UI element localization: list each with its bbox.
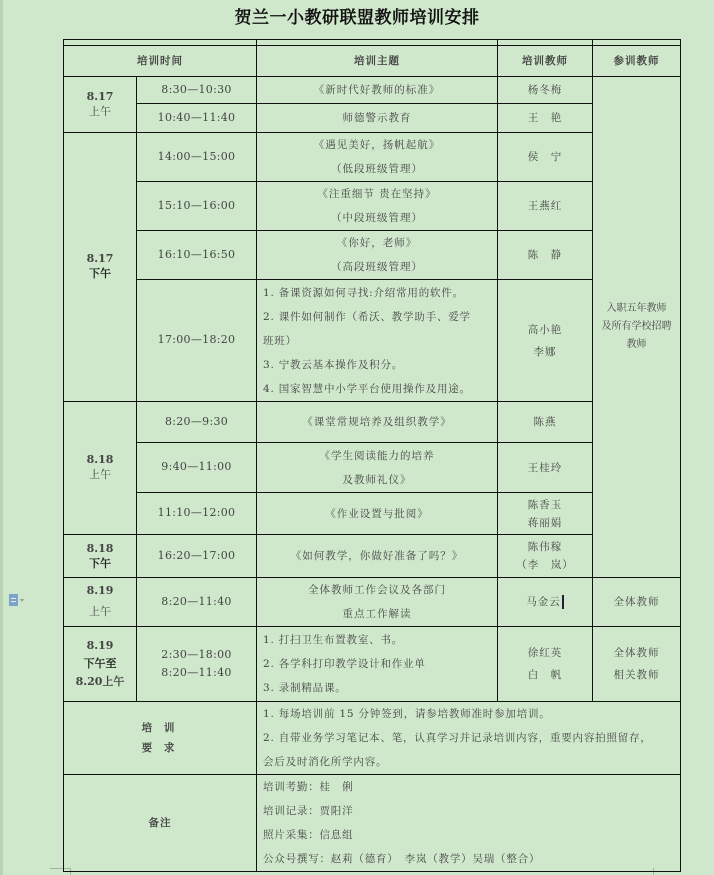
- attendees-cell: 入职五年教师 及所有学校招聘 教师: [593, 77, 681, 578]
- header-trainer: 培训教师: [498, 46, 593, 77]
- table-row: [64, 443, 681, 493]
- table-row: [64, 627, 681, 702]
- attendees-cell: 全体教师: [593, 578, 681, 627]
- header-time: 培训时间: [64, 46, 257, 77]
- date-cell: 8.19 上午: [64, 578, 137, 627]
- topic-cell: 《学生阅读能力的培养 及教师礼仪》: [257, 443, 498, 493]
- table-row: [64, 231, 681, 280]
- header-topic: 培训主题: [257, 46, 498, 77]
- topic-cell: 《课堂常规培养及组织教学》: [257, 402, 498, 443]
- date-cell: 8.19 下午至 8.20上午: [64, 627, 137, 702]
- table-row: [64, 402, 681, 443]
- date-cell: 8.18 上午: [64, 402, 137, 535]
- document-title: 贺兰一小教研联盟教师培训安排: [234, 8, 480, 28]
- table-row: [64, 493, 681, 535]
- time-cell: 15:10—16:00: [137, 182, 257, 231]
- time-cell: 10:40—11:40: [137, 104, 257, 133]
- topic-cell: 《作业设置与批阅》: [257, 493, 498, 535]
- time-cell: 8:20—11:40: [137, 578, 257, 627]
- time-cell: 17:00—18:20: [137, 280, 257, 402]
- trainer-cell: 陈伟稼 （李 岚）: [498, 535, 593, 578]
- table-row: [64, 182, 681, 231]
- topic-cell: 全体教师工作会议及各部门 重点工作解读: [257, 578, 498, 627]
- trainer-cell: 陈香玉 蒋丽娟: [498, 493, 593, 535]
- date-cell: 8.18 下午: [64, 535, 137, 578]
- topic-cell: 1. 备课资源如何寻找:介绍常用的软件。 2. 课件如何制作（希沃、教学助手、爱学 班班） 3. 宁教云基本操作及积分。 4. 国家智慧中小学平台使用操作及用途。: [257, 280, 498, 402]
- topic-cell: 《如何教学，你做好准备了吗？》: [257, 535, 498, 578]
- trainer-cell: 陈 静: [498, 231, 593, 280]
- trainer-cell[interactable]: 马金云: [498, 578, 593, 627]
- time-cell: 8:20—9:30: [137, 402, 257, 443]
- trainer-cell: 侯 宁: [498, 133, 593, 182]
- time-cell: 9:40—11:00: [137, 443, 257, 493]
- table-row: [64, 280, 681, 402]
- topic-cell: 师德警示教育: [257, 104, 498, 133]
- left-margin-strip: [0, 0, 3, 875]
- document-icon: [9, 594, 18, 606]
- table-row: [64, 104, 681, 133]
- training-schedule-table: [63, 39, 681, 872]
- table-row: [64, 578, 681, 627]
- trainer-cell: 王桂玲: [498, 443, 593, 493]
- time-cell: 8:30—10:30: [137, 77, 257, 104]
- trainer-cell: 杨冬梅: [498, 77, 593, 104]
- text-cursor: [562, 595, 564, 609]
- trainer-cell: 高小艳 李娜: [498, 280, 593, 402]
- time-cell: 14:00—15:00: [137, 133, 257, 182]
- topic-cell: 《你好，老师》 （高段班级管理）: [257, 231, 498, 280]
- topic-cell: 1. 打扫卫生布置教室、书。 2. 各学科打印教学设计和作业单 3. 录制精品课。: [257, 627, 498, 702]
- requirements-label: 培 训 要 求: [64, 702, 257, 775]
- date-cell: 8.17 上午: [64, 77, 137, 133]
- trainer-cell: 王燕红: [498, 182, 593, 231]
- chevron-down-icon: [20, 599, 24, 602]
- time-cell: 16:10—16:50: [137, 231, 257, 280]
- requirements-row: [64, 702, 681, 775]
- date-cell: 8.17 下午: [64, 133, 137, 402]
- time-cell: 11:10—12:00: [137, 493, 257, 535]
- topic-cell: 《注重细节 贵在坚持》 （中段班级管理）: [257, 182, 498, 231]
- time-cell: 2:30—18:00 8:20—11:40: [137, 627, 257, 702]
- topic-cell: 《新时代好教师的标准》: [257, 77, 498, 104]
- paragraph-options-button[interactable]: [9, 592, 29, 608]
- notes-label: 备注: [64, 775, 257, 872]
- attendees-cell: 全体教师 相关教师: [593, 627, 681, 702]
- table-row: [64, 133, 681, 182]
- table-row: [64, 535, 681, 578]
- time-cell: 16:20—17:00: [137, 535, 257, 578]
- trainer-cell: 徐红英 白 帆: [498, 627, 593, 702]
- table-row: [64, 77, 681, 104]
- requirements-content: 1. 每场培训前 15 分钟签到，请参培教师准时参加培训。 2. 自带业务学习笔记本、笔，认真学习并记录培训内容，重要内容拍照留存， 会后及时消化所学内容。: [257, 702, 681, 775]
- trainer-cell: 王 艳: [498, 104, 593, 133]
- topic-cell: 《遇见美好，扬帆起航》 （低段班级管理）: [257, 133, 498, 182]
- trainer-cell: 陈燕: [498, 402, 593, 443]
- header-row: [64, 46, 681, 77]
- header-attendees: 参训教师: [593, 46, 681, 77]
- notes-content: 培训考勤：桂 俐 培训记录：贾阳洋 照片采集：信息组 公众号撰写：赵莉（德育） 李岚（教学）吴瑞（整合）: [257, 775, 681, 872]
- notes-row: [64, 775, 681, 872]
